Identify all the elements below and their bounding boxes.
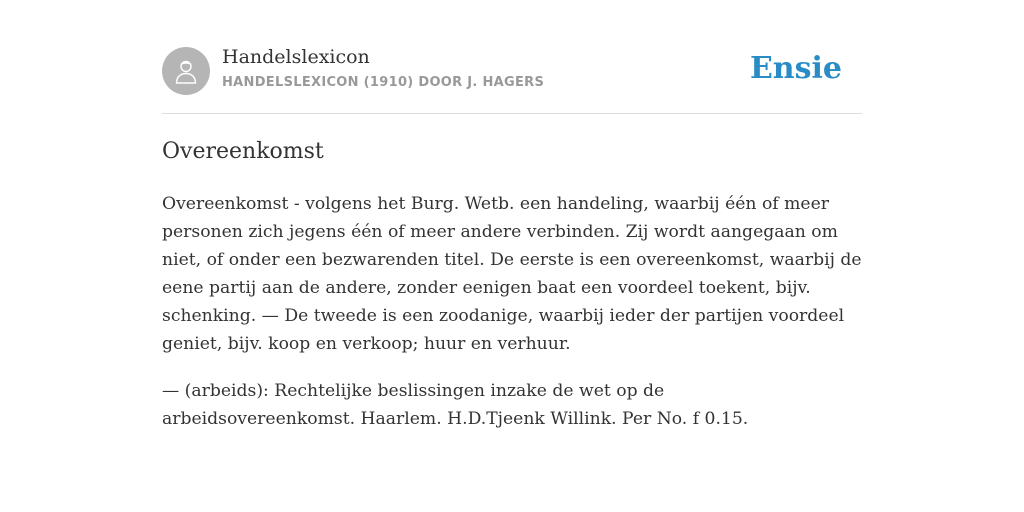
entry-header <box>162 46 862 96</box>
entry-title: Overeenkomst <box>162 139 324 164</box>
definition-paragraph: — (arbeids): Rechtelijke beslissingen inzake de wet op de arbeidsovereenkomst. Haarlem. H.D.Tjeenk Willink. Per No. f 0.15. <box>162 381 749 429</box>
header-divider <box>162 113 862 114</box>
avatar[interactable] <box>162 47 210 95</box>
user-icon <box>172 57 200 85</box>
source-subtitle: HANDELSLEXICON (1910) DOOR J. HAGERS <box>222 75 545 90</box>
entry-body <box>162 190 862 452</box>
source-name[interactable]: Handelslexicon <box>222 46 370 68</box>
brand-logo[interactable]: Ensie <box>749 51 842 86</box>
definition-paragraph: Overeenkomst - volgens het Burg. Wetb. een handeling, waarbij één of meer personen zich jegens één of meer andere verbinden. Zij wordt aangegaan om niet, of onder een bezwarenden titel. De eerste is een overeenkomst, waarbij de eene partij aan de andere, zonder eenigen baat een voordeel toekent, bijv. schenking. — De tweede is een zoodanige, waarbij ieder der partijen voordeel geniet, bijv. koop en verkoop; huur en verhuur. <box>162 194 862 354</box>
